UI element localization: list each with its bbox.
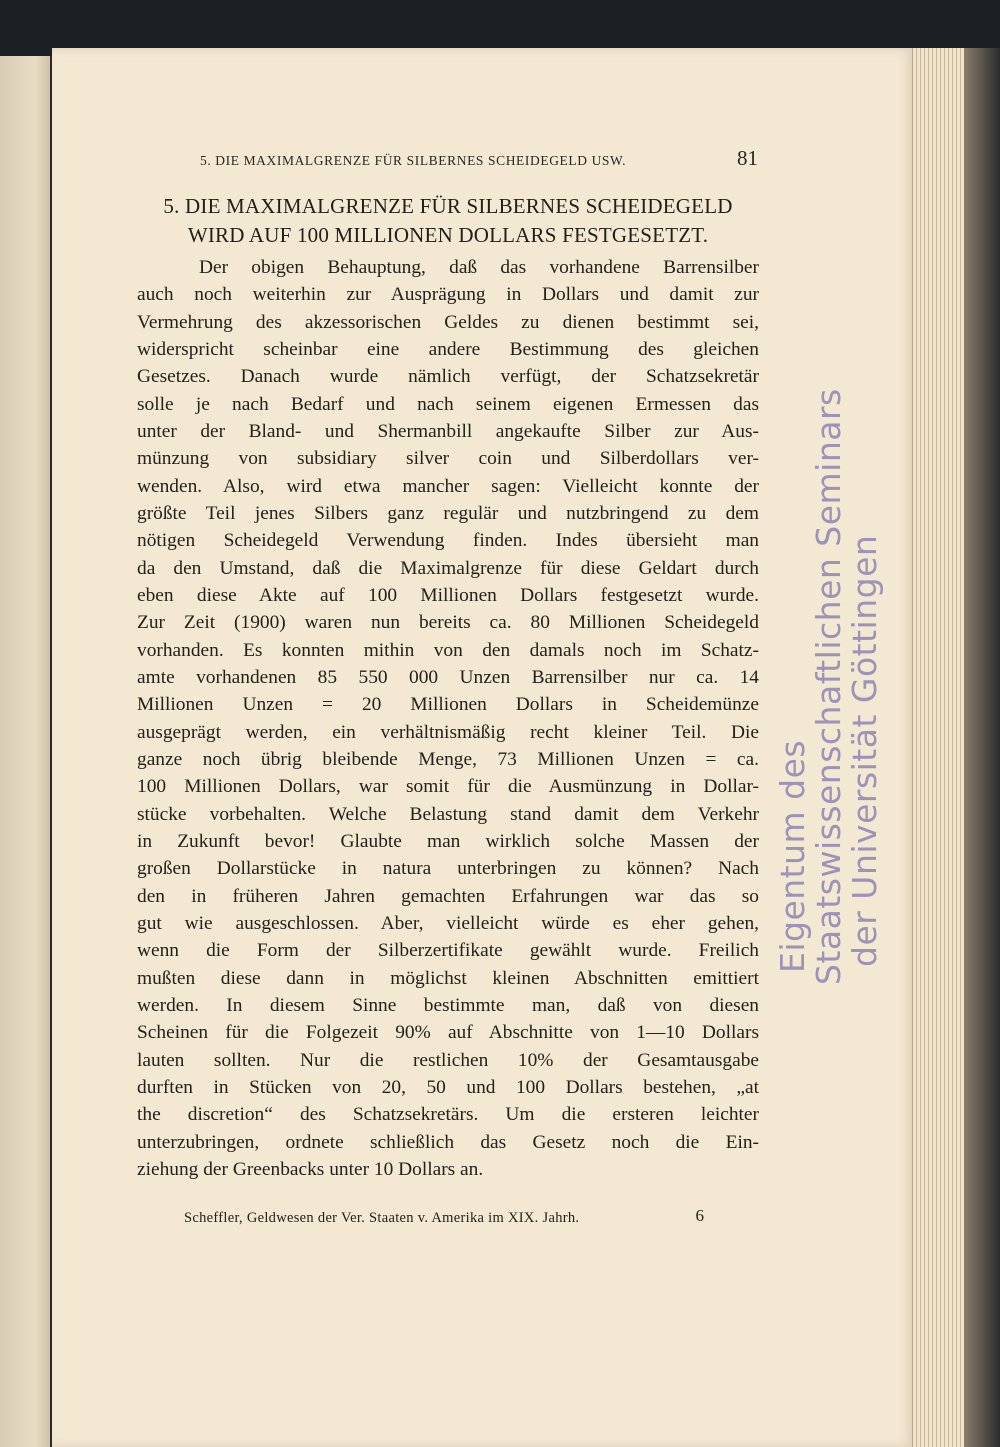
- text-line: Gesetzes. Danach wurde nämlich verfügt, der Schatzsekretär: [137, 366, 759, 388]
- text-line: da den Umstand, daß die Maximalgrenze für diese Geldart durch: [137, 557, 759, 579]
- page-footer: [184, 1208, 704, 1230]
- text-line: mußten diese dann in möglichst kleinen Abschnitten emittiert: [137, 967, 759, 989]
- text-line: Millionen Unzen = 20 Millionen Dollars in Scheidemünze: [137, 694, 759, 716]
- text-line: Zur Zeit (1900) waren nun bereits ca. 80 Millionen Scheidegeld: [137, 612, 759, 634]
- text-line: amte vorhandenen 85 550 000 Unzen Barrensilber nur ca. 14: [137, 666, 759, 688]
- section-heading-line-2: WIRD AUF 100 MILLIONEN DOLLARS FESTGESETZT.: [187, 223, 709, 247]
- section-heading-line-1: 5. DIE MAXIMALGRENZE FÜR SILBERNES SCHEIDEGELD: [163, 194, 733, 218]
- binding-shadow: [964, 48, 1000, 1447]
- text-line: ausgeprägt werden, ein verhältnismäßig recht kleiner Teil. Die: [137, 721, 759, 743]
- signature-mark: 6: [695, 1206, 704, 1225]
- section-heading: [137, 192, 759, 250]
- body-text: [137, 254, 759, 1183]
- text-line: durften in Stücken von 20, 50 und 100 Dollars bestehen, „at: [137, 1076, 759, 1098]
- text-line: unterzubringen, ordnete schließlich das Gesetz noch die Ein-: [137, 1131, 759, 1153]
- text-line: münzung von subsidiary silver coin und Silberdollars ver-: [137, 448, 759, 470]
- text-line: gut wie ausgeschlossen. Aber, vielleicht würde es eher gehen,: [137, 912, 759, 934]
- text-line: nötigen Scheidegeld Verwendung finden. Indes übersieht man: [137, 530, 759, 552]
- text-line: unter der Bland- und Shermanbill angekaufte Silber zur Aus-: [137, 420, 759, 442]
- previous-page-edge: [0, 56, 52, 1447]
- text-line: stücke vorbehalten. Welche Belastung stand damit dem Verkehr: [137, 803, 759, 825]
- running-head-title: 5. DIE MAXIMALGRENZE FÜR SILBERNES SCHEIDEGELD USW.: [200, 153, 627, 168]
- stamp-line-1: Eigentum des: [773, 739, 812, 973]
- page-number: 81: [737, 146, 758, 170]
- text-line: wenden. Also, wird etwa mancher sagen: Vielleicht konnte der: [137, 475, 759, 497]
- text-line: ganze noch übrig bleibende Menge, 73 Millionen Unzen = ca.: [137, 748, 759, 770]
- text-line: widerspricht scheinbar eine andere Bestimmung des gleichen: [137, 338, 759, 360]
- library-stamp: [773, 388, 884, 985]
- page-stack-edge: [912, 48, 965, 1447]
- text-line: ziehung der Greenbacks unter 10 Dollars an.: [137, 1158, 484, 1180]
- text-line: vorhanden. Es konnten mithin von den damals noch im Schatz-: [137, 639, 759, 661]
- text-line: den in früheren Jahren gemachten Erfahrungen war das so: [137, 885, 759, 907]
- text-line: Scheinen für die Folgezeit 90% auf Abschnitte von 1—10 Dollars: [137, 1022, 759, 1044]
- text-line: Vermehrung des akzessorischen Geldes zu dienen bestimmt sei,: [137, 311, 759, 333]
- stamp-line-3: der Universität Göttingen: [845, 534, 884, 967]
- text-line: großen Dollarstücke in natura unterbringen zu können? Nach: [137, 858, 759, 880]
- text-line: in Zukunft bevor! Glaubte man wirklich solche Massen der: [137, 830, 759, 852]
- text-line: eben diese Akte auf 100 Millionen Dollars festgesetzt wurde.: [137, 584, 759, 606]
- footer-citation: Scheffler, Geldwesen der Ver. Staaten v. Amerika im XIX. Jahrh.: [184, 1210, 580, 1226]
- text-line: the discretion“ des Schatzsekretärs. Um die ersteren leichter: [137, 1104, 759, 1126]
- text-line: lauten sollten. Nur die restlichen 10% der Gesamtausgabe: [137, 1049, 759, 1071]
- text-line: Der obigen Behauptung, daß das vorhandene Barrensilber: [199, 257, 759, 278]
- text-line: 100 Millionen Dollars, war somit für die Ausmünzung in Dollar-: [137, 776, 759, 798]
- running-head: [200, 146, 760, 180]
- text-line: solle je nach Bedarf und nach seinem eigenen Ermessen das: [137, 393, 759, 415]
- text-line: wenn die Form der Silberzertifikate gewählt wurde. Freilich: [137, 940, 759, 962]
- text-line: auch noch weiterhin zur Ausprägung in Dollars und damit zur: [137, 284, 759, 306]
- stamp-line-2: Staatswissenschaftlichen Seminars: [809, 388, 848, 985]
- text-line: größte Teil jenes Silbers ganz regulär und nutzbringend zu dem: [137, 502, 759, 524]
- text-line: werden. In diesem Sinne bestimmte man, daß von diesen: [137, 994, 759, 1016]
